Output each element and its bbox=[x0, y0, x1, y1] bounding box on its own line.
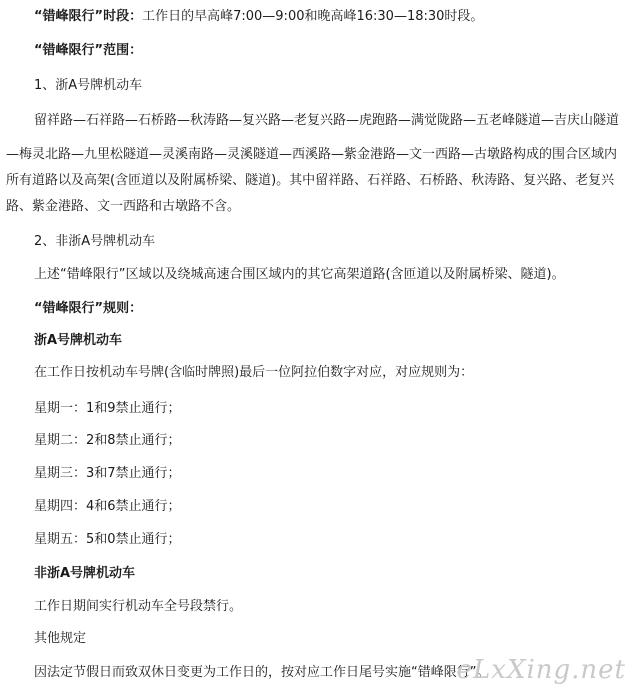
zhejiang-a-line-3: 所有道路以及高架(含匝道以及附属桥梁、隧道)。其中留祥路、石祥路、石桥路、秋涛路、复兴路、老复兴 bbox=[6, 173, 615, 188]
rules-non-zhejiang-a-heading: 非浙A号牌机动车 bbox=[34, 566, 136, 581]
non-zhejiang-a-heading: 2、非浙A号牌机动车 bbox=[34, 234, 156, 249]
rule-day-monday: 星期一：1和9禁止通行； bbox=[34, 401, 181, 416]
time-paragraph bbox=[34, 8, 483, 26]
rule-day-tuesday: 星期二：2和8禁止通行； bbox=[34, 433, 181, 448]
other-rules-heading: 其他规定 bbox=[34, 631, 87, 646]
rules-label: “错峰限行”规则： bbox=[34, 301, 143, 316]
rules-non-zhejiang-a-text: 工作日期间实行机动车全号段禁行。 bbox=[34, 599, 243, 614]
rules-zhejiang-a-heading: 浙A号牌机动车 bbox=[34, 333, 123, 348]
other-rules-text: 因法定节假日而致双休日变更为工作日的，按对应工作日尾号实施“错峰限行”。 bbox=[34, 665, 490, 680]
site-watermark: eLxXing.net bbox=[456, 655, 626, 685]
zhejiang-a-line-4: 路、紫金港路、文一西路和古墩路不含。 bbox=[6, 199, 241, 214]
time-label: “错峰限行”时段： bbox=[34, 9, 143, 24]
rules-zhejiang-a-intro: 在工作日按机动车号牌(含临时牌照)最后一位阿拉伯数字对应，对应规则为： bbox=[34, 365, 474, 380]
zhejiang-a-heading: 1、浙A号牌机动车 bbox=[34, 78, 143, 93]
non-zhejiang-a-text: 上述“错峰限行”区域以及绕城高速合围区域内的其它高架道路(含匝道以及附属桥梁、隧道)。 bbox=[34, 267, 565, 282]
rule-day-wednesday: 星期三：3和7禁止通行； bbox=[34, 466, 181, 481]
rule-day-thursday: 星期四：4和6禁止通行； bbox=[34, 499, 181, 514]
rule-day-friday: 星期五：5和0禁止通行； bbox=[34, 532, 181, 547]
range-label: “错峰限行”范围： bbox=[34, 43, 143, 58]
time-text: 工作日的早高峰7:00—9:00和晚高峰16:30—18:30时段。 bbox=[142, 9, 484, 24]
zhejiang-a-line-1: 留祥路—石祥路—石桥路—秋涛路—复兴路—老复兴路—虎跑路—满觉陇路—五老峰隧道—吉庆山隧道 bbox=[34, 113, 620, 128]
zhejiang-a-line-2: —梅灵北路—九里松隧道—灵溪南路—灵溪隧道—西溪路—紫金港路—文一西路—古墩路构成的围合区域内 bbox=[6, 147, 618, 162]
